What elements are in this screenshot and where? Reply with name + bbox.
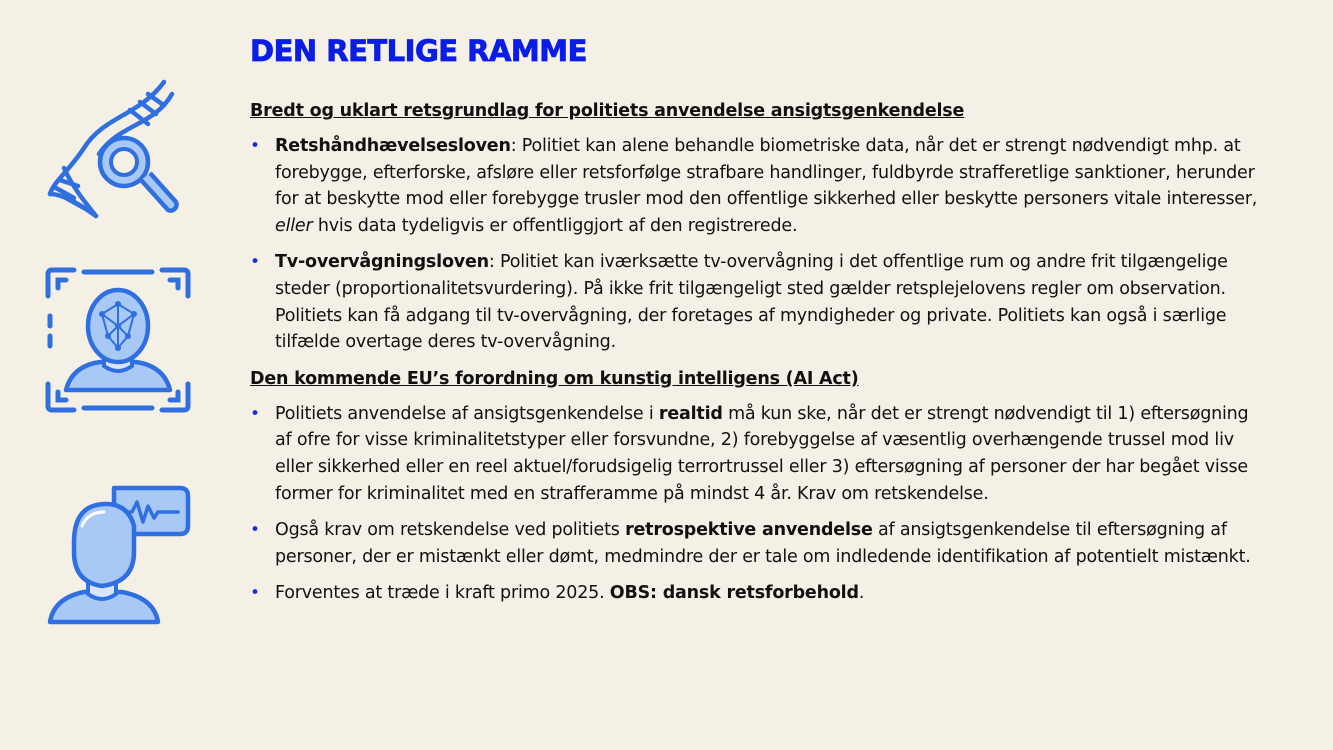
bullet-list xyxy=(250,133,1260,356)
bullet-bold: Retshåndhævelsesloven xyxy=(275,136,511,156)
bullet-italic: eller xyxy=(275,215,313,236)
section-legal-basis xyxy=(250,98,1260,356)
list-item xyxy=(250,580,1260,607)
bullet-bold: OBS: dansk retsforbehold xyxy=(609,583,859,604)
bullet-bold: Tv-overvågningsloven xyxy=(275,252,489,273)
bullet-text: : Politiet kan iværksætte tv-overvågning i det offentlige rum og andre frit tilgængelige steder (proportionalitetsvurdering). På ikke frit tilgængeligt sted gælder retsplejelovens regler om observation. Politiets kan få adgang til tv-overvågning, der foretages af myndigheder og private. Politiets kan også i særlige tilfælde overtage deres tv-overvågning. xyxy=(275,252,1228,353)
list-item xyxy=(250,401,1260,507)
bullet-list xyxy=(250,401,1260,607)
icon-column xyxy=(40,72,200,642)
bullet-text: hvis data tydeligvis er offentliggjort af den registrerede. xyxy=(312,215,798,236)
section-heading: Den kommende EU’s forordning om kunstig intelligens (AI Act) xyxy=(250,368,859,389)
bullet-text: : Politiet kan alene behandle biometriske data, når det er strengt nødvendigt mhp. at forebygge, efterforske, afsløre eller retsforfølge strafbare handlinger, fuldbyrde strafferetlige sanktioner, herunder for at beskytte mod eller forebygge trusler mod den offentlige sikkerhed eller beskytte personers vitale interesser, xyxy=(275,136,1258,210)
list-item xyxy=(250,133,1260,239)
bullet-bold: retrospektive anvendelse xyxy=(625,520,873,541)
bullet-text: . xyxy=(858,583,865,604)
bullet-text: Politiets anvendelse af ansigtsgenkendelse i xyxy=(275,403,659,424)
face-scan-icon xyxy=(44,266,192,414)
list-item xyxy=(250,249,1260,355)
slide-title: DEN RETLIGE RAMME xyxy=(250,34,587,68)
section-heading: Bredt og uklart retsgrundlag for politiets anvendelse ansigtsgenkendelse xyxy=(250,101,965,121)
bullet-text: Også krav om retskendelse ved politiets xyxy=(275,520,626,541)
bullet-text: Forventes at træde i kraft primo 2025. xyxy=(275,583,610,604)
bullet-text: må kun ske, når det er strengt nødvendigt til 1) eftersøgning af ofre for visse kriminalitetstyper eller forsvundne, 2) forebyggelse af væsentlig overhængende trussel mod liv eller sikkerhed eller en reel aktuel/forudsigelig terrortrussel eller 3) eftersøgning af personer der har begået visse former for kriminalitet med en strafferamme på mindst 4 år. Krav om retskendelse. xyxy=(275,403,1249,504)
section-ai-act xyxy=(250,366,1260,607)
dna-magnifier-icon xyxy=(44,76,194,221)
bullet-bold: realtid xyxy=(658,403,723,424)
slide-content xyxy=(250,98,1260,617)
voice-recognition-icon xyxy=(44,482,194,632)
bullet-text: af ansigtsgenkendelse til eftersøgning af personer, der er mistænkt eller dømt, medmindre der er tale om indledende identifikation af potentielt mistænkt. xyxy=(275,520,1251,567)
list-item xyxy=(250,517,1260,570)
